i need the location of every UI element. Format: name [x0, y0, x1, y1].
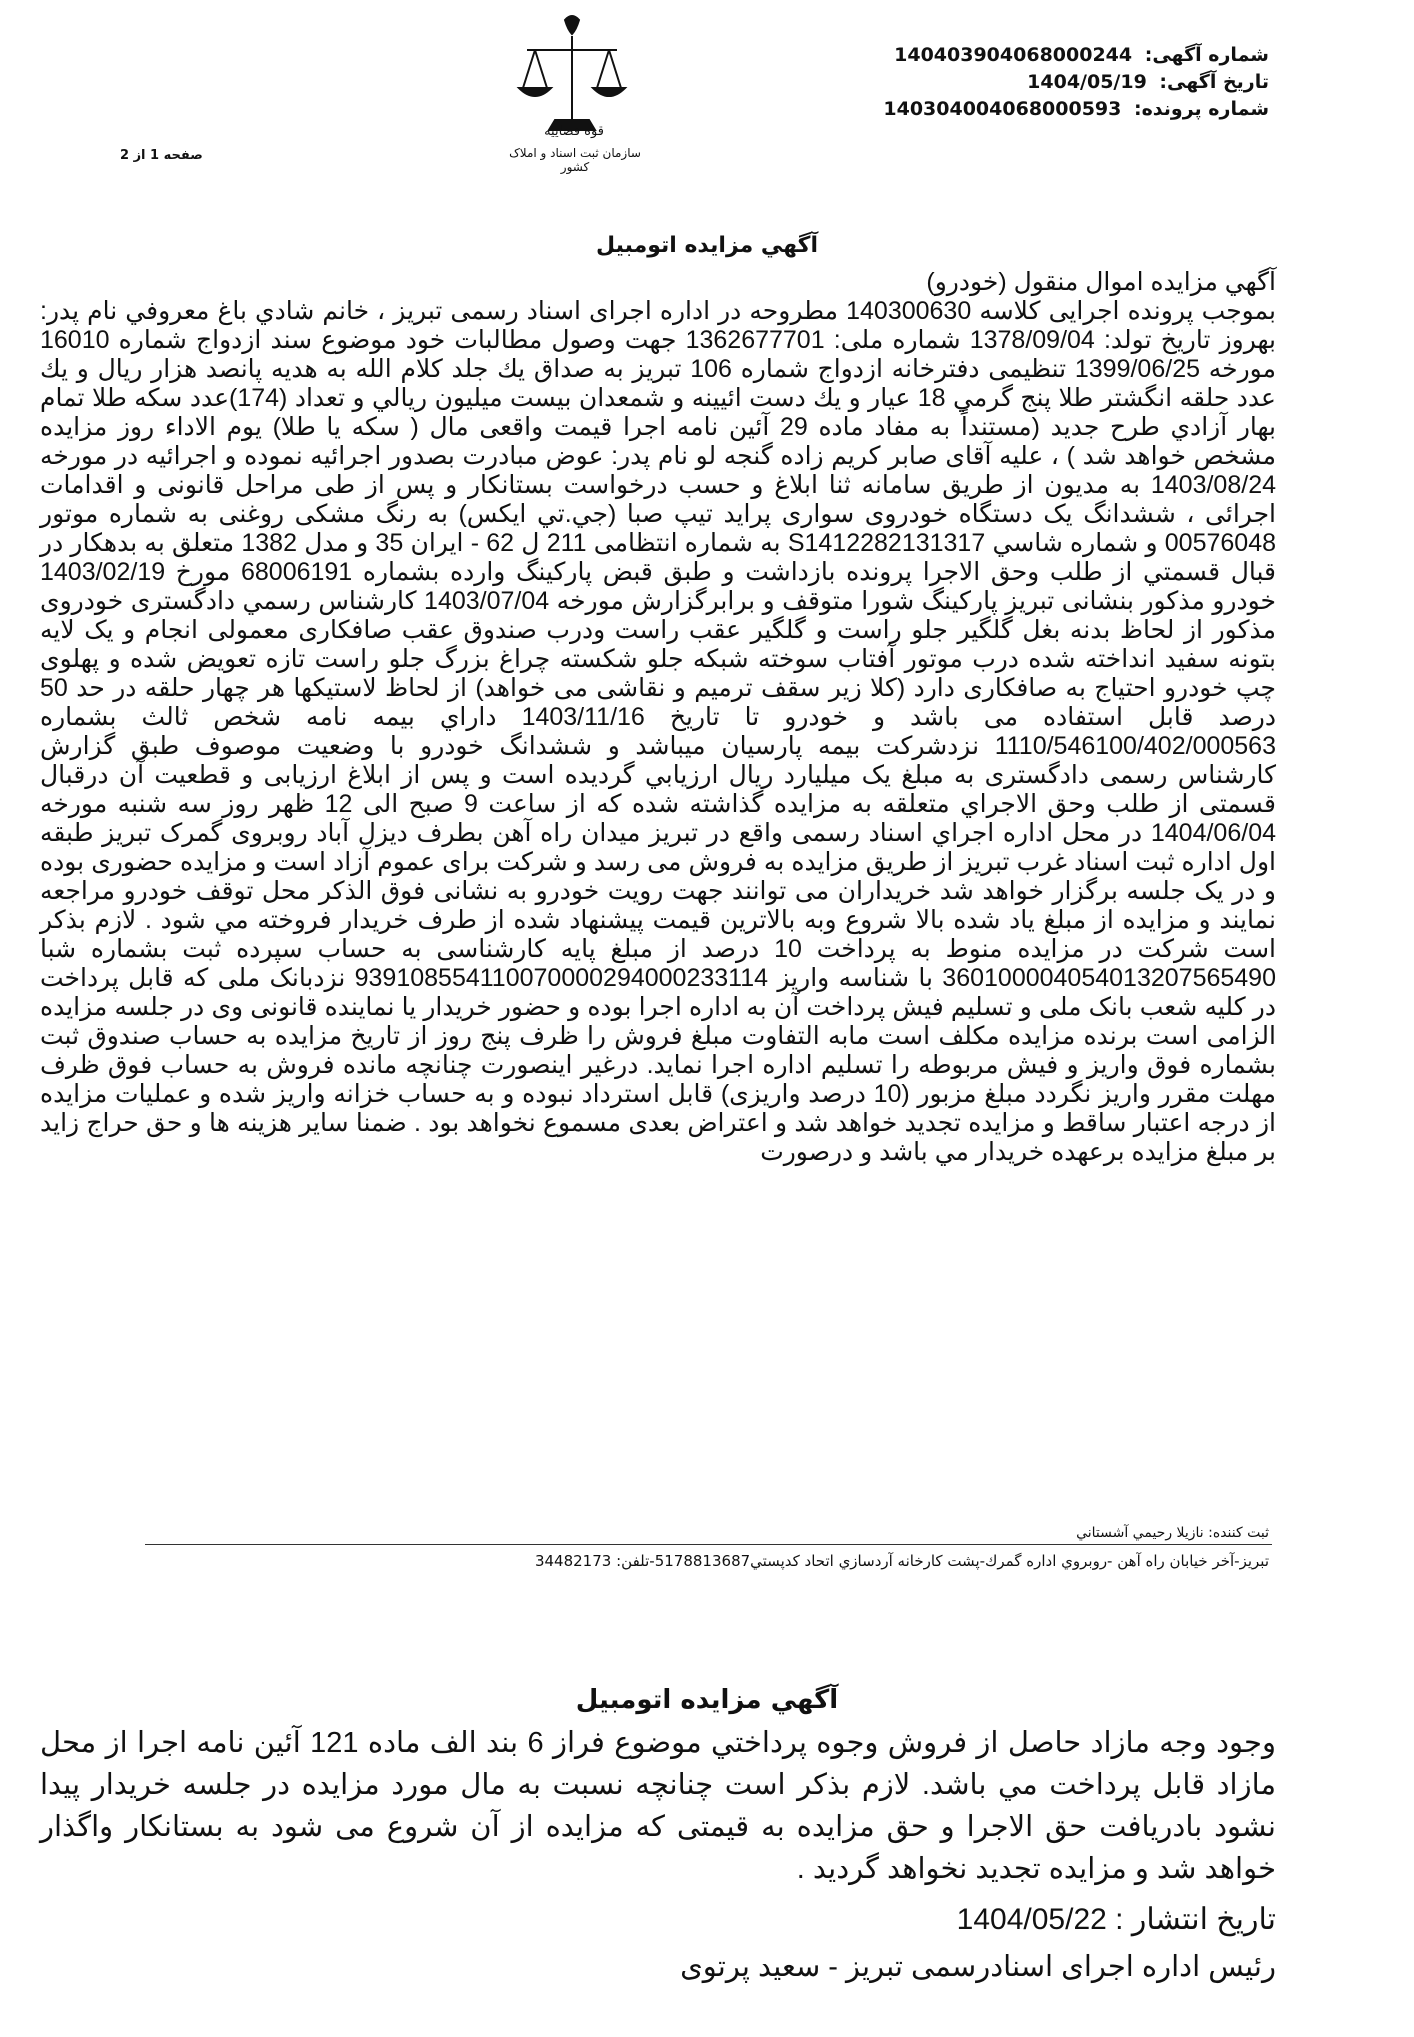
notice-date-row	[789, 69, 1269, 96]
page-indicator: صفحه 1 از 2	[120, 148, 203, 163]
file-number-row	[789, 96, 1269, 123]
section2-text: وجود وجه مازاد حاصل از فروش وجوه پرداختي موضوع فراز 6 بند الف ماده 121 آئين نامه اجرا از محل مازاد قابل پرداخت مي باشد. لازم بذكر است چنانچه نسبت به مال مورد مزايده در جلسه خريدار پيدا نشود بادريافت حق الاجرا و حق مزايده به قيمتی كه مزايده از آن شروع می شود به بستانكار واگذار خواهد شد و مزايده تجديد نخواهد گرديد .	[40, 1727, 1276, 1885]
notice-meta	[789, 42, 1269, 123]
recorder-name: نازيلا رحيمي آشستاني	[1076, 1525, 1204, 1541]
section1-text: بموجب پرونده اجرايی كلاسه 140300630 مطروحه در اداره اجرای اسناد رسمی تبریز ، خانم شادي باغ معروفي نام پدر: بهروز تاريخ تولد: 1378/09/04 شماره ملی: 1362677701 جهت وصول مطالبات خود موضوع سند ازدواج شماره 16010 مورخه 1399/06/25 تنظيمی دفترخانه ازدواج شماره 106 تبريز به صداق يك جلد كلام الله به هديه پانصد هزار ريال و يك عدد حلقه انگشتر طلا پنج گرمي 18 عيار و يك دست ائيينه و شمعدان بيست ميليون ريالي و تعداد (174)عدد سكه طلا تمام بهار آزادي طرح جديد (مستنداً به مفاد ماده 29 آئين نامه اجرا قيمت واقعی مال ( سكه يا طلا) يوم الاداء روز مزايده مشخص خواهد شد ) ، علیه آقای صابر کریم زاده گنجه لو نام پدر: عوض مبادرت بصدور اجرائيه نموده و اجرائيه در مورخه 1403/08/24 به مديون از طريق سامانه ثنا ابلاغ و حسب درخواست بستانكار و پس از طی مراحل قانونی و اقدامات اجرائی ، ششدانگ یک دستگاه خودروی سواری پرايد تيپ صبا (جي.تي ايكس) به رنگ مشكی روغنی به شماره موتور 00576048 و شماره شاسي S1412282131317 به شماره انتظامی 211 ل 62 - ايران 35 و مدل 1382 متعلق به بدهكار در قبال قسمتي از طلب وحق الاجرا پرونده بازداشت و طبق قبض پاركينگ وارده بشماره 68006191 مورخ 1403/02/19 خودرو مذكور بنشانی تبريز پاركينگ شورا متوقف و برابرگزارش مورخه 1403/07/04 كارشناس رسمي دادگستری خودروی مذكور از لحاظ بدنه بغل گلگير جلو راست و گلگير عقب راست ودرب صندوق عقب صافكاری معمولی انجام و یک لایه بتونه سفید انداخته شده درب موتور آفتاب سوخته شبکه جلو شکسته چراغ بزرگ جلو راست تازه تعویض شده و پهلوی چپ خودرو احتیاج به صافکاری دارد (کلا زیر سقف ترمیم و نقاشی می خواهد) از لحاظ لاستیکها هر چهار حلقه در حد 50 درصد قابل استفاده می باشد و خودرو تا تاریخ 1403/11/16 داراي بيمه نامه شخص ثالث بشماره 1110/546100/402/000563 نزدشرکت بیمه پارسیان میباشد و ششدانگ خودرو با وضعيت موصوف طبق گزارش كارشناس رسمی دادگستری به مبلغ يک میلیارد ريال ارزيابي گرديده است و پس از ابلاغ ارزيابی و قطعيت آن درقبال قسمتی از طلب وحق الاجراي متعلقه به مزايده گذاشته شده كه از ساعت 9 صبح الی 12 ظهر روز سه شنبه مورخه 1404/06/04 در محل اداره اجراي اسناد رسمی واقع در تبریز میدان راه آهن بطرف ديزل آباد روبروی گمرک تبریز طبقه اول اداره ثبت اسناد غرب تبریز از طريق مزايده به فروش می رسد و شركت برای عموم آزاد است و مزايده حضوری بوده و در يک جلسه برگزار خواهد شد خريداران می توانند جهت رويت خودرو به نشانی فوق الذكر محل توقف خودرو مراجعه نمايند و مزايده از مبلغ ياد شده بالا شروع وبه بالاترين قيمت پيشنهاد شده از طرف خريدار فروخته مي شود . لازم بذكر است شركت در مزايده منوط به پرداخت 10 درصد از مبلغ پايه كارشناسی به حساب سپرده ثبت بشماره شبا 360100004054013207565490 با شناسه واريز 939108554110070000294000233114 نزدبانک ملی كه قابل پرداخت در كليه شعب بانک ملی و تسليم فيش پرداخت آن به اداره اجرا بوده و حضور خريدار يا نماينده قانونی وی در جلسه مزايده الزامی است برنده مزايده مكلف است مابه التفاوت مبلغ فروش را ظرف پنج روز از تاريخ مزايده به حساب صندوق ثبت بشماره فوق واريز و فيش مربوطه را تسليم اداره اجرا نمايد. درغير اينصورت چنانچه مانده فروش به حساب فوق ظرف مهلت مقرر واريز نگردد مبلغ مزبور (10 درصد واريزی) قابل استرداد نبوده و به حساب خزانه واريز شده و عمليات مزايده از درجه اعتبار ساقط و مزايده تجديد خواهد شد و اعتراض بعدی مسموع نخواهد بود . ضمنا ساير هزينه ها و حق حراج زايد بر مبلغ مزايده برعهده خريدار مي باشد و درصورت	[40, 297, 1277, 1166]
notice-number: 140403904068000244	[894, 44, 1133, 66]
publish-date-line	[957, 1902, 1276, 1937]
signer: رئيس اداره اجرای اسنادرسمی تبريز - سعيد پرتوی	[680, 1951, 1276, 1983]
office-address: تبريز-آخر خيابان راه آهن -روبروي اداره گمرك-پشت كارخانه آردسازي اتحاد كدپستي5178813687-تلفن: 34482173	[534, 1552, 1269, 1570]
file-number: 140304004068000593	[883, 98, 1122, 120]
recorder-line	[1076, 1525, 1269, 1541]
file-number-label: شماره پرونده:	[1133, 98, 1269, 120]
section1-body	[40, 268, 1276, 1167]
emblem-caption-top: قوه قضاییه	[544, 124, 604, 139]
notice-number-row	[789, 42, 1269, 69]
publish-date: 1404/05/22	[956, 1903, 1107, 1936]
notice-number-label: شماره آگهی:	[1144, 44, 1269, 66]
notice-date-label: تاریخ آگهی:	[1159, 71, 1269, 93]
section2-body	[40, 1722, 1276, 1890]
notice-date: 1404/05/19	[1027, 71, 1147, 93]
divider	[145, 1544, 1272, 1545]
recorder-label: ثبت كننده:	[1208, 1525, 1269, 1541]
publish-date-label: تاريخ انتشار :	[1115, 1903, 1276, 1936]
section1-subtitle: آگهي مزايده اموال منقول (خودرو)	[926, 268, 1276, 296]
emblem-caption-bottom: سازمان ثبت اسناد و املاک کشور	[509, 146, 641, 174]
section1-title: آگهي مزايده اتومبيل	[595, 233, 819, 258]
section2-title: آگهي مزايده اتومبيل	[575, 1685, 839, 1715]
